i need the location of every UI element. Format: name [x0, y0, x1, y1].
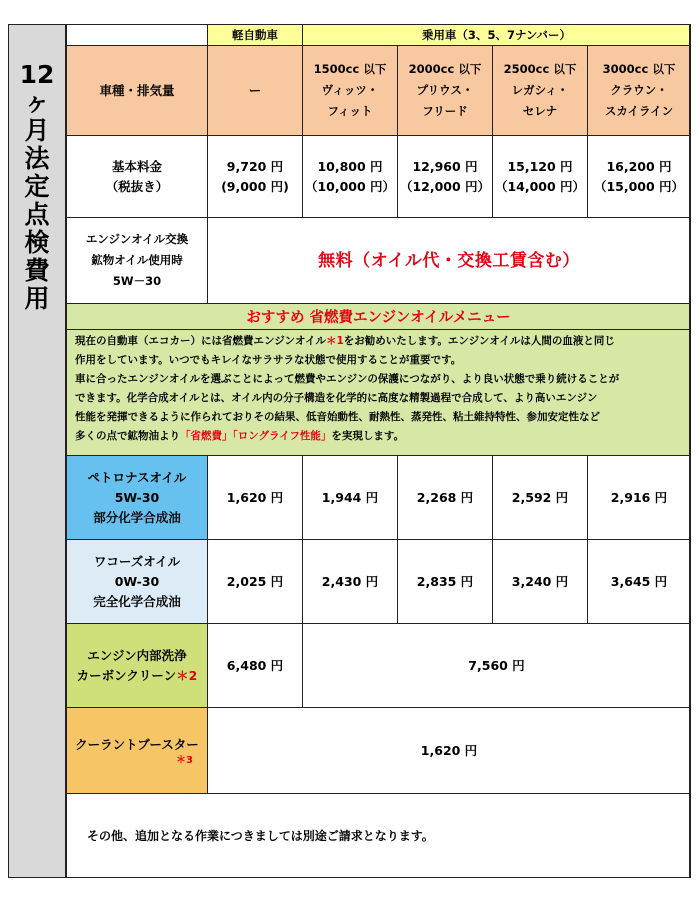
side-title-char: 検 — [24, 228, 50, 257]
asterisk-1: ＊1 — [325, 335, 344, 347]
side-title-char: 用 — [24, 284, 50, 313]
header-kei: 軽自動車 — [208, 25, 303, 46]
car-class-model: フリード — [422, 104, 468, 118]
recommend-line: 現在の自動車（エコカー）には省燃費エンジンオイル＊1をお勧めいたします。エンジンオイルは人間の血液と同じ — [75, 335, 615, 347]
wakos-price-2000: 2,835 円 — [398, 540, 493, 624]
recommend-title: おすすめ 省燃費エンジンオイルメニュー — [67, 304, 691, 330]
wakos-price-kei: 2,025 円 — [208, 540, 303, 624]
petronas-price-3000: 2,916 円 — [588, 456, 691, 540]
label-line: 鉱物オイル使用時 — [91, 253, 183, 267]
label-line: エンジン内部洗浄 — [87, 647, 187, 663]
price: 16,200 円 — [606, 158, 672, 174]
carbon-price-kei: 6,480 円 — [208, 624, 303, 708]
oil-change-free: 無料（オイル代・交換工賃含む） — [208, 218, 691, 304]
header-jyoyo: 乗用車（3、5、7ナンバー） — [303, 25, 691, 46]
side-title-char: 12 — [19, 60, 55, 89]
label-line: カーボンクリーン＊2 — [76, 667, 198, 683]
car-class-cc: 3000cc 以下 — [602, 62, 676, 76]
recommend-line: 車に合ったエンジンオイルを選ぶことによって燃費やエンジンの保護につながり、より良い状態で乗り続けることが — [75, 373, 620, 385]
footer-note: その他、追加となる作業につきましては別途ご請求となります。 — [67, 794, 691, 878]
side-title-char: ヶ — [24, 88, 50, 117]
car-class-model: ヴィッツ・ — [321, 83, 379, 97]
label-line: 基本料金 — [111, 158, 162, 174]
price: 12,960 円 — [412, 158, 478, 174]
label-line: 5W-30 — [114, 489, 160, 505]
price-pretax: (9,000 円) — [221, 178, 289, 194]
car-type-kei: ー — [208, 46, 303, 136]
recommend-line: 多くの点で鉱物油より「省燃費」「ロングライフ性能」を実現します。 — [75, 430, 405, 442]
car-class-model: セレナ — [522, 104, 558, 118]
side-title-char: 月 — [24, 116, 50, 145]
carbon-price-other: 7,560 円 — [303, 624, 691, 708]
car-class-cc: 1500cc 以下 — [313, 62, 387, 76]
price: 10,800 円 — [317, 158, 383, 174]
label-line: 部分化学合成油 — [93, 509, 181, 525]
wakos-price-2500: 3,240 円 — [493, 540, 588, 624]
car-class-model: プリウス・ — [416, 83, 474, 97]
label-line: ペトロナスオイル — [87, 469, 187, 485]
recommend-line: 作用をしています。いつでもキレイなサラサラな状態で使用することが重要です。 — [75, 354, 462, 366]
highlight-text: 「省燃費」「ロングライフ性能」 — [180, 430, 332, 442]
price-pretax: （12,000 円） — [399, 178, 491, 194]
label-line: 5W－30 — [112, 274, 162, 288]
car-class-cc: 2500cc 以下 — [503, 62, 577, 76]
petronas-price-2000: 2,268 円 — [398, 456, 493, 540]
petronas-price-kei: 1,620 円 — [208, 456, 303, 540]
side-title-char: 費 — [24, 256, 50, 285]
asterisk-2: ＊2 — [176, 667, 198, 683]
price: 15,120 円 — [507, 158, 573, 174]
side-title-char: 点 — [24, 200, 50, 229]
side-title-char: 法 — [24, 144, 50, 173]
car-class-model: フィット — [327, 104, 373, 118]
recommend-line: 性能を発揮できるように作られておりその結果、低音始動性、耐熱性、蒸発性、粘土維持特性、参加安定性など — [75, 411, 600, 423]
side-title-char: 定 — [24, 172, 50, 201]
label-line: クーラントブースター — [75, 736, 199, 752]
car-type-label: 車種・排気量 — [67, 46, 208, 136]
car-class-cc: 2000cc 以下 — [408, 62, 482, 76]
car-class-model: クラウン・ — [610, 83, 668, 97]
price-pretax: （10,000 円） — [304, 178, 396, 194]
wakos-price-1500: 2,430 円 — [303, 540, 398, 624]
car-class-model: レガシィ・ — [511, 83, 569, 97]
recommend-line: できます。化学合成オイルとは、オイル内の分子構造を化学的に高度な精製過程で合成して、より高いエンジン — [75, 392, 598, 404]
wakos-price-3000: 3,645 円 — [588, 540, 691, 624]
label-line: エンジンオイル交換 — [85, 232, 189, 246]
label-line: ワコーズオイル — [93, 553, 181, 569]
price-pretax: （14,000 円） — [494, 178, 586, 194]
label-line: （税抜き） — [105, 178, 169, 194]
asterisk-3: ＊3 — [176, 754, 193, 766]
petronas-price-1500: 1,944 円 — [303, 456, 398, 540]
label-line: 0W-30 — [114, 573, 160, 589]
label-line: 完全化学合成油 — [93, 593, 181, 609]
coolant-price: 1,620 円 — [208, 708, 691, 794]
petronas-price-2500: 2,592 円 — [493, 456, 588, 540]
price-pretax: （15,000 円） — [593, 178, 685, 194]
price: 9,720 円 — [226, 158, 284, 174]
outer-frame — [8, 24, 690, 878]
car-class-model: スカイライン — [604, 104, 674, 118]
